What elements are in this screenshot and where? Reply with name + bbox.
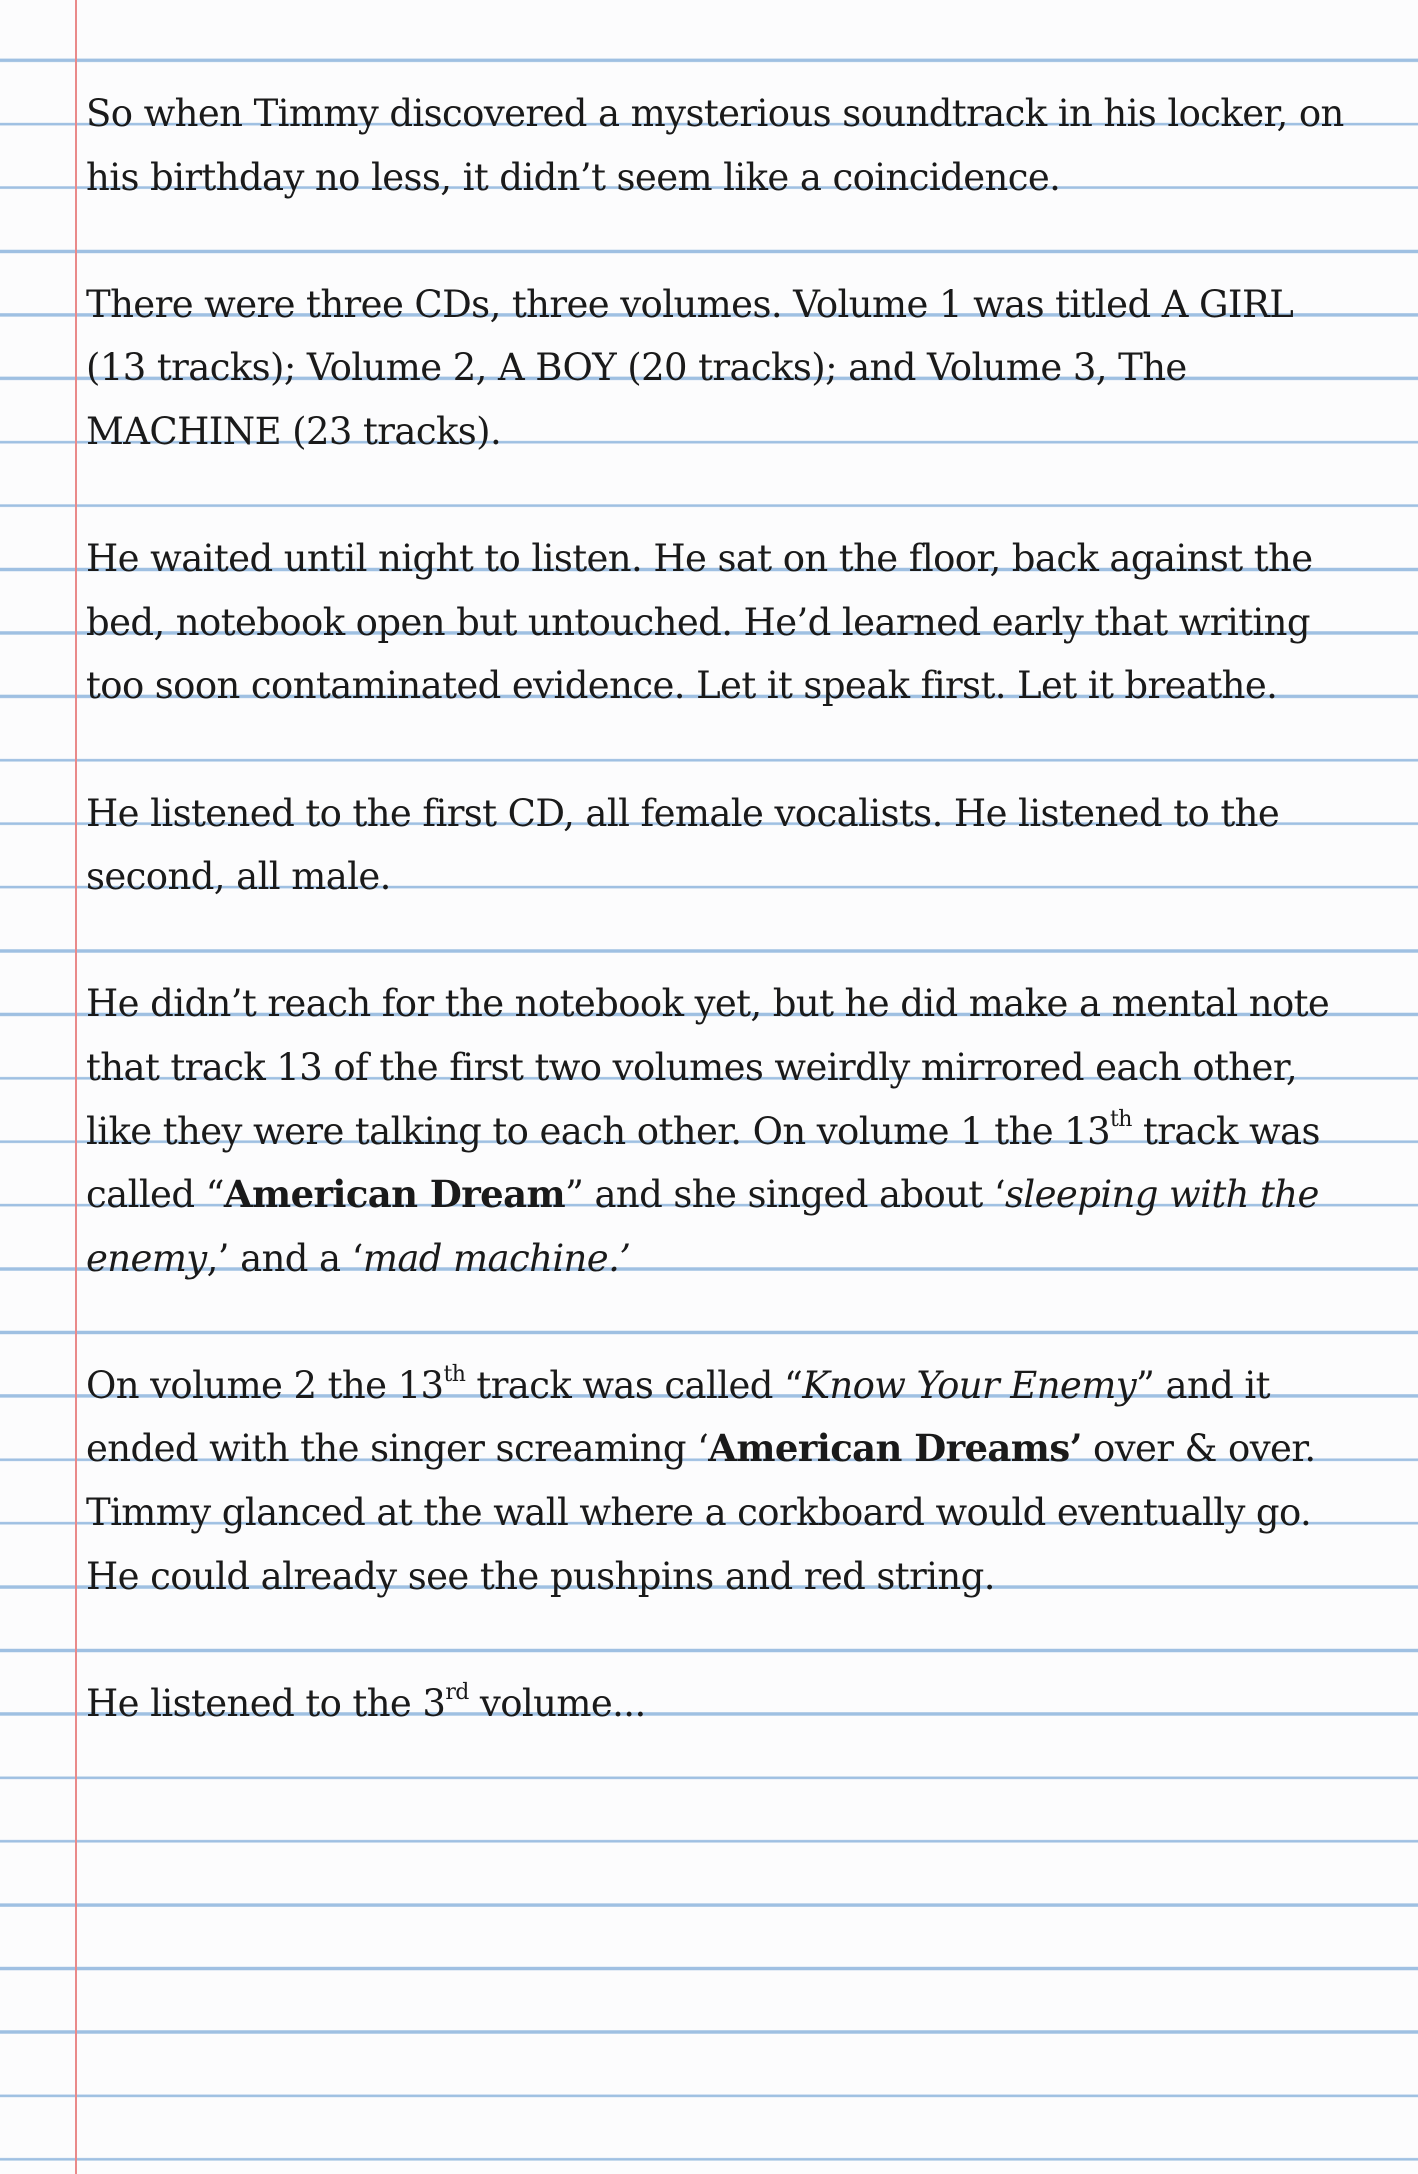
paragraph-6 [86,1354,1346,1608]
superscript-rd: rd [445,1679,469,1705]
superscript-th: th [443,1361,466,1387]
paragraph-6-part-1: On volume 2 the 13 [86,1363,444,1407]
paragraph-6-part-3: ” and it ended with the singer screaming ‘ [86,1363,1270,1471]
paragraph-4: He listened to the first CD, all female vocalists. He listened to the second, all male. [86,791,1280,899]
lyric-mad-machine: mad machine.’ [362,1236,631,1280]
lyric-american-dreams: American Dreams’ [708,1426,1082,1471]
paragraph-5-part-4: ,’ and a ‘ [206,1236,363,1280]
song-title-know-your-enemy: Know Your Enemy [802,1363,1137,1407]
paragraph-6-part-2: track was called “ [465,1363,803,1407]
paragraph-6-part-4: over & over. Timmy glanced at the wall where a corkboard would eventually go. He could already see the pushpins and red string. [86,1427,1316,1598]
paragraph-2: There were three CDs, three volumes. Volume 1 was titled A GIRL (13 tracks); Volume 2, A BOY (20 tracks); and Volume 3, The MACHINE (23 tracks). [86,282,1294,453]
paragraph-7-part-1: He listened to the 3 [86,1681,446,1725]
paragraph-3: He waited until night to listen. He sat on the floor, back against the bed, notebook open but untouched. He’d learned early that writing too soon contaminated evidence. Let it speak first. Let it breathe. [86,537,1313,708]
story-text [86,82,1346,1735]
paragraph-5 [86,972,1346,1290]
song-title-american-dream: American Dream [223,1172,565,1217]
superscript-th: th [1110,1107,1132,1133]
paragraph-5-part-3: ” and she singed about ‘ [565,1173,1006,1217]
margin-line [75,0,77,2174]
lyric-sleeping-with-the-enemy: sleeping with the enemy [86,1173,1319,1280]
paragraph-1: So when Timmy discovered a mysterious soundtrack in his locker, on his birthday no less, it didn’t seem like a coincidence. [86,92,1344,199]
paragraph-7 [86,1672,1346,1736]
paragraph-7-part-2: volume... [468,1681,646,1725]
paragraph-5-part-1: He didn’t reach for the notebook yet, but he did make a mental note that track 13 of the first two volumes weirdly mirrored each other, like they were talking to each other. On volume 1 the 13 [86,982,1330,1153]
paragraph-5-part-2: track was called “ [86,1109,1320,1217]
